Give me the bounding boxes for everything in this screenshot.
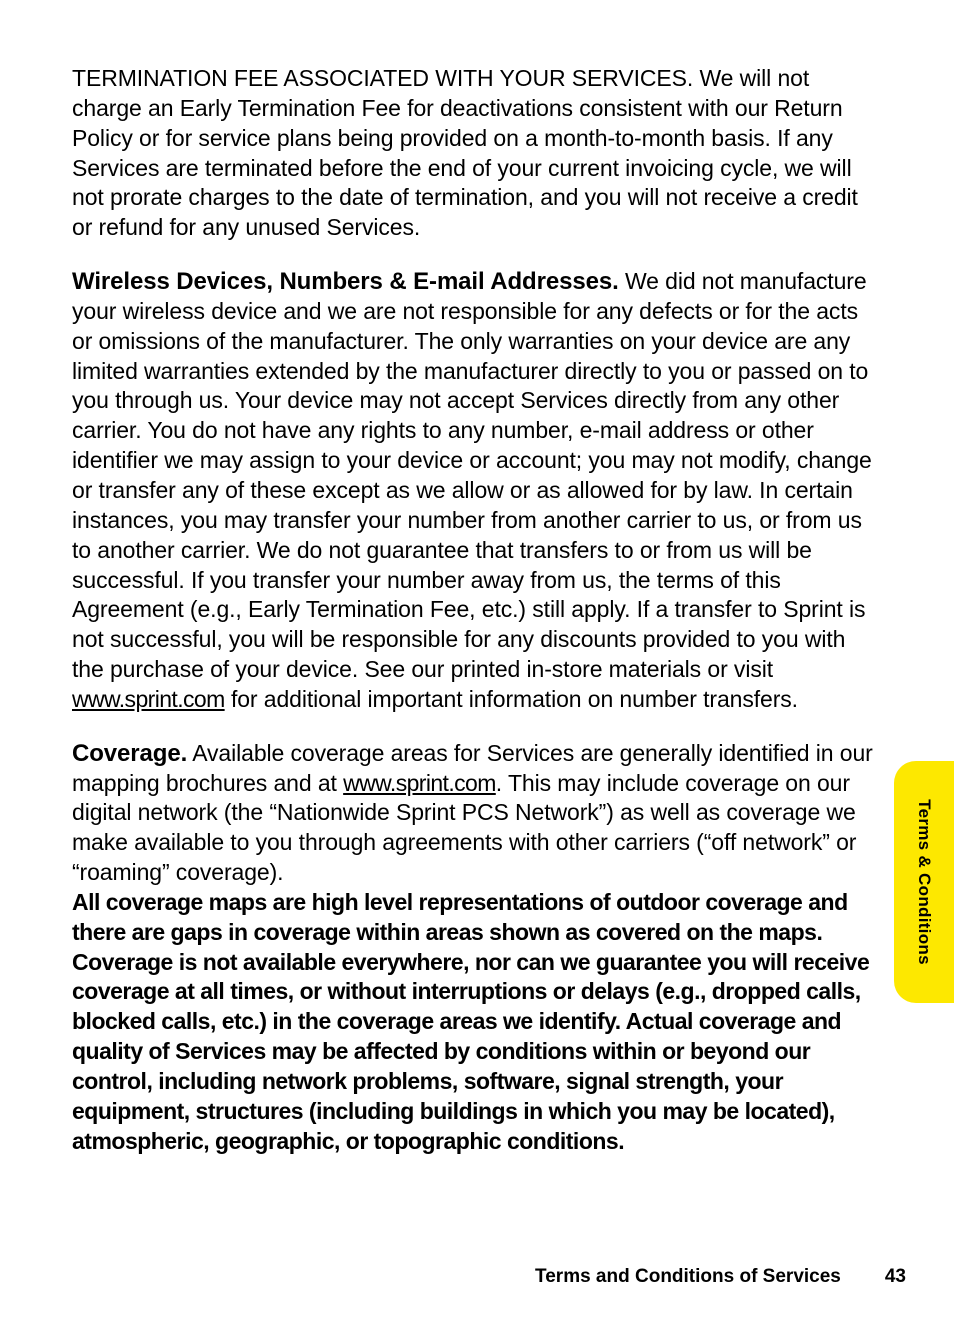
coverage-paragraph [72, 739, 882, 888]
wireless-devices-body: We did not manufacture your wireless device and we are not responsible for any defects or for the acts or omissions of the manufacturer. The only warranties on your device are any limited warranties extended by the manufacturer directly to you or passed on to you through us. Your device may not accept Services directly from any other carrier. You do not have any rights to any number, e-mail address or other identifier we may assign to your device or account; you may not modify, change or transfer any of these except as we allow or as allowed for by law. In certain instances, you may transfer your number from another carrier to us, or from us to another carrier. We do not guarantee that transfers to or from us will be successful. If you transfer your number away from us, the terms of this Agreement (e.g., Early Termination Fee, etc.) still apply. If a transfer to Sprint is not successful, you will be responsible for any discounts provided to you with the purchase of your device. See our printed in-store materials or visit [72, 268, 872, 683]
wireless-devices-tail: for additional important information on number transfers. [230, 685, 798, 712]
termination-paragraph: TERMINATION FEE ASSOCIATED WITH YOUR SERVICES. We will not charge an Early Termination Fee for deactivations consistent with our Return Policy or for service plans being provided on a month-to-month basis. If any Services are terminated before the end of your current invoicing cycle, we will not prorate charges to the date of termination, and you will not receive a credit or refund for any unused Services. [72, 65, 858, 241]
wireless-devices-paragraph [72, 267, 882, 715]
coverage-heading: Coverage. [72, 739, 188, 767]
side-tab-label: Terms & Conditions [915, 799, 934, 965]
document-body [72, 64, 882, 1157]
coverage-tail: . This may include coverage on our digital network (the “Nationwide Sprint PCS Network”) as well as coverage we make available to you through agreements with other carriers (“off network” or “roaming” coverage). [72, 769, 857, 886]
coverage-disclaimer: All coverage maps are high level representations of outdoor coverage and there are gaps in coverage within areas shown as covered on the maps. Coverage is not available everywhere, nor can we guarantee you will receive coverage at all times, or without interruptions or delays (e.g., dropped calls, blocked calls, etc.) in the coverage areas we identify. Actual coverage and quality of Services may be affected by conditions within or beyond our control, including network problems, software, signal strength, your equipment, structures (including buildings in which you may be located), atmospheric, geographic, or topographic conditions. [72, 888, 870, 1154]
section-side-tab[interactable] [894, 761, 954, 1003]
footer-title: Terms and Conditions of Services [535, 1266, 841, 1287]
coverage-body: Available coverage areas for Services are generally identified in our mapping brochures and at [72, 739, 873, 796]
page-number: 43 [884, 1266, 906, 1287]
page-footer [535, 1266, 906, 1288]
sprint-link-coverage[interactable]: www.sprint.com [343, 769, 496, 796]
sprint-link-transfers[interactable]: www.sprint.com [72, 685, 225, 712]
wireless-devices-heading: Wireless Devices, Numbers & E-mail Addresses. [72, 268, 619, 296]
